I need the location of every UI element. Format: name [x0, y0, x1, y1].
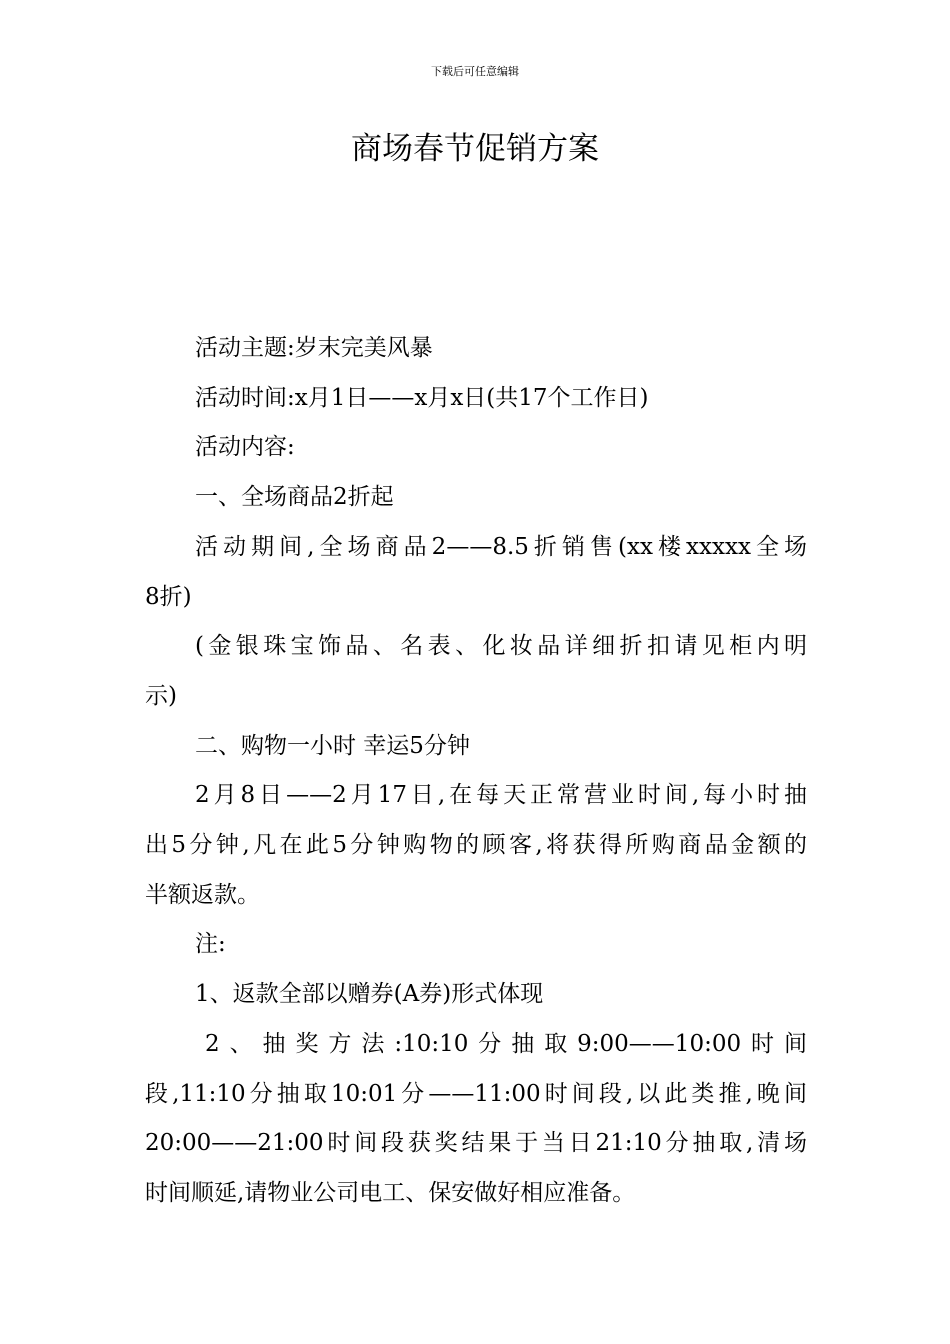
notes-heading: 注:	[195, 931, 226, 958]
note-item-2-line-4: 时间顺延,请物业公司电工、保安做好相应准备。	[145, 1179, 636, 1206]
note-item-2-line-2: 段,11:10分抽取10:01分——11:00时间段,以此类推,晚间	[145, 1080, 807, 1107]
paragraph-lucky-minutes	[145, 771, 807, 920]
paragraph-jewelry-note-line-2: 示)	[145, 682, 177, 709]
paragraph-jewelry-note-line-1: (金银珠宝饰品、名表、化妆品详细折扣请见柜内明	[195, 633, 807, 660]
paragraph-discount-line-2: 8折)	[145, 583, 192, 610]
paragraph-discount	[145, 523, 807, 622]
section-two-heading: 二、购物一小时 幸运5分钟	[195, 732, 470, 759]
paragraph-lucky-minutes-line-2: 出5分钟,凡在此5分钟购物的顾客,将获得所购商品金额的	[145, 832, 807, 859]
document-title: 商场春节促销方案	[351, 131, 599, 167]
section-one-heading: 一、全场商品2折起	[195, 484, 394, 511]
note-item-2-line-3: 20:00——21:00时间段获奖结果于当日21:10分抽取,清场	[145, 1130, 807, 1157]
document-body	[145, 324, 807, 1219]
paragraph-content-heading: 活动内容:	[195, 434, 295, 461]
header-note: 下载后可任意编辑	[431, 65, 519, 78]
paragraph-jewelry-note	[145, 622, 807, 721]
paragraph-theme: 活动主题:岁末完美风暴	[195, 335, 433, 361]
note-item-2	[145, 1020, 807, 1219]
paragraph-discount-line-1: 活动期间,全场商品2——8.5折销售(xx楼xxxxx全场	[195, 533, 807, 560]
paragraph-lucky-minutes-line-3: 半额返款。	[145, 881, 260, 908]
paragraph-lucky-minutes-line-1: 2月8日——2月17日,在每天正常营业时间,每小时抽	[195, 782, 807, 809]
note-item-2-line-1: 2、抽奖方法:10:10分抽取9:00——10:00时间	[205, 1030, 807, 1057]
note-item-1: 1、返款全部以赠券(A券)形式体现	[195, 981, 544, 1008]
paragraph-time: 活动时间:x月1日——x月x日(共17个工作日)	[195, 384, 649, 411]
